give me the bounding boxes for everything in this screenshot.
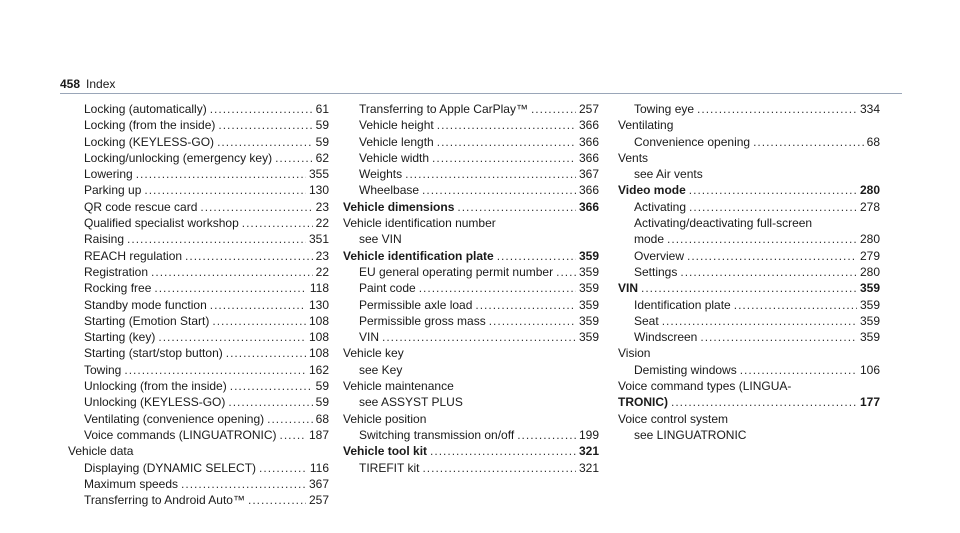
page-reference: 118 xyxy=(309,281,329,296)
dot-leader xyxy=(432,150,576,166)
dot-leader xyxy=(422,182,576,198)
page-reference: 106 xyxy=(859,362,880,377)
page-reference: 22 xyxy=(315,216,329,231)
dot-leader xyxy=(217,134,313,150)
index-heading xyxy=(343,443,599,459)
index-entry xyxy=(68,264,329,280)
page-reference: 59 xyxy=(315,395,329,410)
page-reference: 359 xyxy=(578,313,599,328)
page-reference: 68 xyxy=(315,411,329,426)
index-entry xyxy=(343,231,599,247)
dot-leader xyxy=(662,313,857,329)
index-entry xyxy=(68,492,329,508)
entry-text: Vehicle width xyxy=(359,150,430,165)
entry-text: Displaying (DYNAMIC SELECT) xyxy=(84,460,257,475)
index-entry xyxy=(618,297,880,313)
index-heading xyxy=(618,411,880,427)
page-reference: 130 xyxy=(308,297,329,312)
index-heading xyxy=(618,182,880,198)
entry-text: Towing eye xyxy=(634,102,695,116)
entry-text: Demisting windows xyxy=(634,362,737,377)
index-entry xyxy=(68,394,329,410)
index-heading xyxy=(618,345,880,361)
entry-text: Registration xyxy=(84,264,149,279)
index-entry xyxy=(343,297,599,313)
index-entry xyxy=(68,117,329,133)
index-entry xyxy=(618,101,880,117)
entry-text: Locking (from the inside) xyxy=(84,118,216,133)
index-heading xyxy=(343,215,599,231)
page-reference: 187 xyxy=(308,427,329,442)
page-reference: 116 xyxy=(309,460,329,475)
index-entry xyxy=(618,427,880,443)
index-entry xyxy=(68,476,329,492)
page-reference: 280 xyxy=(859,232,880,247)
dot-leader xyxy=(212,313,306,329)
dot-leader xyxy=(556,264,576,280)
entry-text: Rocking free xyxy=(84,281,152,296)
entry-text: TRONIC) xyxy=(618,395,668,410)
page-reference: 359 xyxy=(859,297,880,312)
dot-leader xyxy=(689,182,857,198)
entry-text: see LINGUATRONIC xyxy=(634,427,747,442)
dot-leader xyxy=(430,443,576,459)
dot-leader xyxy=(136,166,306,182)
entry-text: Weights xyxy=(359,167,403,182)
entry-text: Permissible axle load xyxy=(359,297,473,312)
page-reference: 61 xyxy=(315,102,329,116)
index-heading xyxy=(343,378,599,394)
entry-text: Vehicle identification plate xyxy=(343,248,494,263)
dot-leader xyxy=(181,476,306,492)
dot-leader xyxy=(228,394,312,410)
page-reference: 59 xyxy=(315,118,329,133)
index-entry xyxy=(343,166,599,182)
dot-leader xyxy=(154,280,306,296)
entry-text: Starting (start/stop button) xyxy=(84,346,223,361)
dot-leader xyxy=(457,199,576,215)
index-entry xyxy=(618,215,880,231)
page-reference: 359 xyxy=(578,330,599,345)
index-entry xyxy=(343,117,599,133)
index-entry xyxy=(618,329,880,345)
index-heading xyxy=(618,150,880,166)
entry-text: Locking (automatically) xyxy=(84,102,207,116)
entry-text: Switching transmission on/off xyxy=(359,427,515,442)
page-reference: 367 xyxy=(308,476,329,491)
dot-leader xyxy=(200,199,312,215)
index-entry xyxy=(618,134,880,150)
dot-leader xyxy=(226,345,306,361)
entry-text: Vehicle dimensions xyxy=(343,199,455,214)
entry-text: Transferring to Android Auto™ xyxy=(84,493,245,508)
dot-leader xyxy=(419,280,576,296)
entry-text: Vehicle tool kit xyxy=(343,444,428,459)
index-heading xyxy=(343,411,599,427)
entry-text: Towing xyxy=(84,362,122,377)
entry-text: Vehicle identification number xyxy=(343,216,496,231)
entry-text: Voice control system xyxy=(618,411,729,426)
index-entry xyxy=(68,329,329,345)
page-reference: 23 xyxy=(315,248,329,263)
entry-text: Settings xyxy=(634,264,678,279)
page-reference: 351 xyxy=(308,232,329,247)
index-column-2 xyxy=(343,101,599,476)
index-entry xyxy=(68,231,329,247)
page-reference: 359 xyxy=(578,297,599,312)
entry-text: EU general operating permit number xyxy=(359,264,554,279)
dot-leader xyxy=(689,199,857,215)
index-entry xyxy=(618,248,880,264)
entry-text: Locking (KEYLESS-GO) xyxy=(84,134,215,149)
entry-text: Vehicle maintenance xyxy=(343,379,454,394)
index-heading xyxy=(618,117,880,133)
index-column-1 xyxy=(68,101,329,508)
entry-text: Wheelbase xyxy=(359,183,420,198)
dot-leader xyxy=(531,101,576,117)
index-entry xyxy=(68,101,329,117)
entry-text: Qualified specialist workshop xyxy=(84,216,239,231)
dot-leader xyxy=(497,248,576,264)
index-entry xyxy=(343,134,599,150)
index-entry xyxy=(618,264,880,280)
index-entry xyxy=(68,150,329,166)
entry-text: Starting (key) xyxy=(84,330,156,345)
entry-text: Permissible gross mass xyxy=(359,313,486,328)
dot-leader xyxy=(475,297,576,313)
page-reference: 359 xyxy=(578,264,599,279)
dot-leader xyxy=(697,101,857,117)
entry-text: Identification plate xyxy=(634,297,731,312)
index-entry xyxy=(343,329,599,345)
page-reference: 130 xyxy=(308,183,329,198)
entry-text: VIN xyxy=(359,330,380,345)
index-heading xyxy=(618,394,880,410)
page-reference: 280 xyxy=(859,264,880,279)
dot-leader xyxy=(437,134,576,150)
index-entry xyxy=(343,394,599,410)
dot-leader xyxy=(248,492,306,508)
page-number: 458 xyxy=(60,77,81,91)
entry-text: Standby mode function xyxy=(84,297,207,312)
entry-text: Unlocking (from the inside) xyxy=(84,379,227,394)
page-reference: 162 xyxy=(308,362,329,377)
dot-leader xyxy=(127,231,306,247)
index-entry xyxy=(68,248,329,264)
index-entry xyxy=(68,166,329,182)
dot-leader xyxy=(671,394,857,410)
dot-leader xyxy=(275,150,313,166)
page-reference: 108 xyxy=(308,313,329,328)
entry-text: VIN xyxy=(618,281,639,296)
dot-leader xyxy=(667,231,857,247)
page-reference: 62 xyxy=(315,150,329,165)
index-entry xyxy=(343,264,599,280)
page-reference: 366 xyxy=(578,183,599,198)
entry-text: TIREFIT kit xyxy=(359,460,420,475)
dot-leader xyxy=(489,313,576,329)
dot-leader xyxy=(437,117,576,133)
dot-leader xyxy=(124,362,306,378)
dot-leader xyxy=(740,362,857,378)
index-entry xyxy=(68,378,329,394)
index-entry xyxy=(68,362,329,378)
page-reference: 257 xyxy=(578,102,599,116)
index-entry xyxy=(68,427,329,443)
dot-leader xyxy=(700,329,857,345)
page-reference: 59 xyxy=(315,134,329,149)
dot-leader xyxy=(242,215,313,231)
entry-text: Vehicle position xyxy=(343,411,427,426)
entry-text: Vehicle data xyxy=(68,444,134,459)
entry-text: see VIN xyxy=(359,232,402,247)
index-heading xyxy=(343,248,599,264)
dot-leader xyxy=(210,101,313,117)
entry-text: see Air vents xyxy=(634,167,703,182)
entry-text: mode xyxy=(634,232,665,247)
entry-text: Starting (Emotion Start) xyxy=(84,313,210,328)
dot-leader xyxy=(185,248,313,264)
index-heading xyxy=(618,280,880,296)
entry-text: Parking up xyxy=(84,183,142,198)
dot-leader xyxy=(734,297,857,313)
dot-leader xyxy=(267,411,313,427)
dot-leader xyxy=(422,460,576,476)
page-header xyxy=(60,77,115,91)
dot-leader xyxy=(210,297,306,313)
page-reference: 321 xyxy=(578,460,599,475)
entry-text: Activating xyxy=(634,199,687,214)
index-entry xyxy=(343,362,599,378)
page-reference: 366 xyxy=(578,199,599,214)
dot-leader xyxy=(641,280,857,296)
dot-leader xyxy=(687,248,857,264)
dot-leader xyxy=(680,264,857,280)
entry-text: Transferring to Apple CarPlay™ xyxy=(359,102,528,116)
page-reference: 366 xyxy=(578,118,599,133)
page-reference: 22 xyxy=(315,264,329,279)
page-reference: 280 xyxy=(859,183,880,198)
page-reference: 278 xyxy=(859,199,880,214)
index-entry xyxy=(343,150,599,166)
dot-leader xyxy=(259,460,307,476)
entry-text: Overview xyxy=(634,248,685,263)
page-reference: 366 xyxy=(578,150,599,165)
index-entry xyxy=(68,313,329,329)
entry-text: Ventilating (convenience opening) xyxy=(84,411,265,426)
index-entry xyxy=(68,411,329,427)
entry-text: Locking/unlocking (emergency key) xyxy=(84,150,273,165)
entry-text: Vehicle height xyxy=(359,118,434,133)
entry-text: Seat xyxy=(634,313,659,328)
dot-leader xyxy=(280,427,306,443)
page-reference: 367 xyxy=(578,167,599,182)
index-entry xyxy=(343,280,599,296)
dot-leader xyxy=(405,166,576,182)
page-reference: 257 xyxy=(308,493,329,508)
index-entry xyxy=(68,215,329,231)
page-reference: 199 xyxy=(578,427,599,442)
index-entry xyxy=(343,313,599,329)
entry-text: Windscreen xyxy=(634,330,698,345)
page-reference: 359 xyxy=(578,281,599,296)
entry-text: Video mode xyxy=(618,183,686,198)
dot-leader xyxy=(218,117,312,133)
index-entry xyxy=(343,460,599,476)
dot-leader xyxy=(382,329,576,345)
index-entry xyxy=(68,134,329,150)
index-entry xyxy=(68,460,329,476)
dot-leader xyxy=(230,378,313,394)
entry-text: Unlocking (KEYLESS-GO) xyxy=(84,395,226,410)
page-reference: 177 xyxy=(859,395,880,410)
index-entry xyxy=(68,345,329,361)
dot-leader xyxy=(144,182,306,198)
dot-leader xyxy=(517,427,576,443)
index-entry xyxy=(343,101,599,117)
index-entry xyxy=(618,166,880,182)
index-entry xyxy=(68,182,329,198)
index-entry xyxy=(618,231,880,247)
index-entry xyxy=(68,297,329,313)
header-divider xyxy=(60,93,902,94)
entry-text: Paint code xyxy=(359,281,416,296)
index-heading xyxy=(343,345,599,361)
section-title: Index xyxy=(86,77,116,91)
entry-text: Lowering xyxy=(84,167,133,182)
page-reference: 359 xyxy=(578,248,599,263)
page-reference: 59 xyxy=(315,379,329,394)
page-reference: 23 xyxy=(315,199,329,214)
entry-text: Vision xyxy=(618,346,651,361)
index-entry xyxy=(618,362,880,378)
page-reference: 108 xyxy=(308,330,329,345)
page-reference: 355 xyxy=(308,167,329,182)
page-reference: 108 xyxy=(308,346,329,361)
page-reference: 366 xyxy=(578,134,599,149)
index-entry xyxy=(343,427,599,443)
dot-leader xyxy=(753,134,864,150)
entry-text: Activating/deactivating full-screen xyxy=(634,216,813,231)
index-heading xyxy=(618,378,880,394)
entry-text: see ASSYST PLUS xyxy=(359,395,463,410)
entry-text: QR code rescue card xyxy=(84,199,198,214)
entry-text: Maximum speeds xyxy=(84,476,179,491)
entry-text: Ventilating xyxy=(618,118,674,133)
entry-text: Vents xyxy=(618,150,649,165)
index-heading xyxy=(343,199,599,215)
index-column-3 xyxy=(618,101,880,443)
index-entry xyxy=(343,182,599,198)
index-entry xyxy=(618,199,880,215)
entry-text: Voice command types (LINGUA- xyxy=(618,379,792,394)
page-reference: 359 xyxy=(859,313,880,328)
page-reference: 334 xyxy=(859,102,880,116)
dot-leader xyxy=(151,264,313,280)
index-heading xyxy=(68,443,329,459)
entry-text: Vehicle key xyxy=(343,346,404,361)
entry-text: Raising xyxy=(84,232,125,247)
entry-text: Vehicle length xyxy=(359,134,434,149)
page-reference: 68 xyxy=(866,134,880,149)
entry-text: Voice commands (LINGUATRONIC) xyxy=(84,427,277,442)
page-reference: 359 xyxy=(859,330,880,345)
page-reference: 321 xyxy=(578,444,599,459)
index-entry xyxy=(68,199,329,215)
dot-leader xyxy=(158,329,306,345)
entry-text: REACH regulation xyxy=(84,248,183,263)
index-entry xyxy=(68,280,329,296)
page-reference: 279 xyxy=(859,248,880,263)
entry-text: Convenience opening xyxy=(634,134,751,149)
entry-text: see Key xyxy=(359,362,403,377)
page-reference: 359 xyxy=(859,281,880,296)
index-entry xyxy=(618,313,880,329)
